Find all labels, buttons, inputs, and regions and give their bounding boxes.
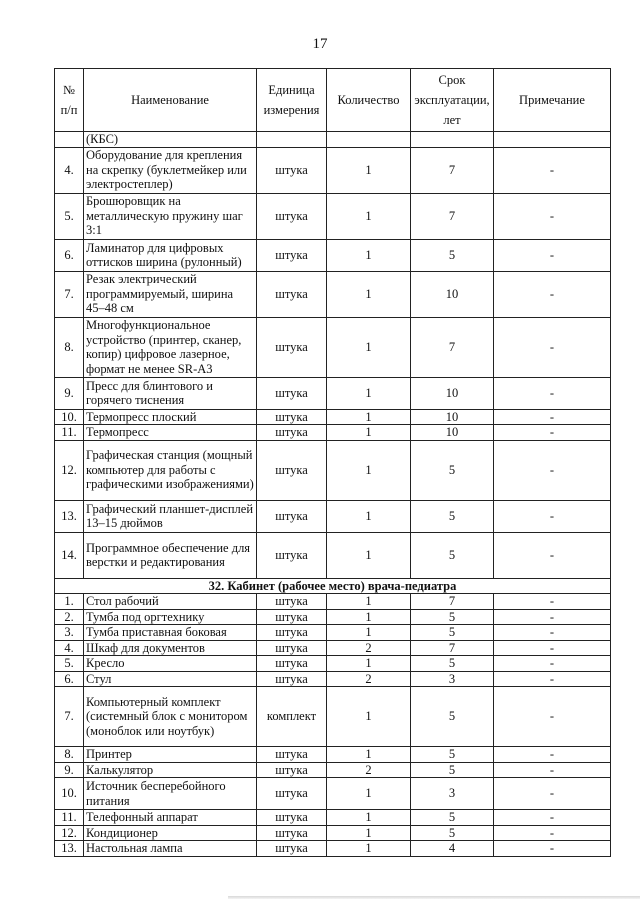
- item-name-cell: Резак электрический программируемый, ширина 45–48 см: [84, 271, 257, 317]
- unit-cell: штука: [257, 317, 327, 377]
- term-cell: 5: [411, 532, 494, 578]
- table-row: [55, 810, 611, 826]
- unit-cell: штука: [257, 841, 327, 857]
- row-number-cell: 11.: [55, 810, 84, 826]
- row-number-cell: 7.: [55, 271, 84, 317]
- table-row: [55, 239, 611, 271]
- term-cell: 10: [411, 425, 494, 441]
- unit-cell: штука: [257, 656, 327, 672]
- term-cell: 7: [411, 193, 494, 239]
- row-number-cell: [55, 132, 84, 148]
- item-name-cell: Тумба приставная боковая: [84, 625, 257, 641]
- item-name-cell: Термопресс: [84, 425, 257, 441]
- term-cell: 5: [411, 656, 494, 672]
- quantity-cell: 1: [327, 409, 411, 425]
- row-number-cell: 10.: [55, 778, 84, 810]
- table-row: [55, 747, 611, 763]
- quantity-cell: 1: [327, 594, 411, 610]
- quantity-cell: 1: [327, 271, 411, 317]
- item-name-cell: Программное обеспечение для верстки и редактирования: [84, 532, 257, 578]
- note-cell: -: [494, 425, 611, 441]
- row-number-cell: 12.: [55, 440, 84, 500]
- note-cell: -: [494, 440, 611, 500]
- page-number: 17: [312, 36, 328, 52]
- row-number-cell: 1.: [55, 594, 84, 610]
- item-name-cell: Компьютерный комплект (системный блок с монитором (моноблок или ноутбук): [84, 687, 257, 747]
- item-name-cell: Стул: [84, 671, 257, 687]
- note-cell: -: [494, 625, 611, 641]
- item-name-cell: Графический планшет-дисплей 13–15 дюймов: [84, 500, 257, 532]
- item-name-cell: Источник бесперебойного питания: [84, 778, 257, 810]
- item-name-cell: Оборудование для крепления на скрепку (буклетмейкер или электростеплер): [84, 147, 257, 193]
- unit-cell: штука: [257, 500, 327, 532]
- note-cell: -: [494, 271, 611, 317]
- section-title: 32. Кабинет (рабочее место) врача-педиатра: [55, 578, 611, 594]
- note-cell: -: [494, 609, 611, 625]
- quantity-cell: 1: [327, 147, 411, 193]
- term-cell: 5: [411, 609, 494, 625]
- table-row: [55, 377, 611, 409]
- term-cell: 3: [411, 778, 494, 810]
- row-number-cell: 11.: [55, 425, 84, 441]
- unit-cell: штука: [257, 609, 327, 625]
- note-cell: -: [494, 747, 611, 763]
- unit-cell: штука: [257, 239, 327, 271]
- table-row: [55, 271, 611, 317]
- quantity-cell: 1: [327, 609, 411, 625]
- table-row: [55, 193, 611, 239]
- quantity-cell: 1: [327, 625, 411, 641]
- term-cell: 5: [411, 762, 494, 778]
- row-number-cell: 14.: [55, 532, 84, 578]
- term-cell: 7: [411, 147, 494, 193]
- equipment-table: [54, 68, 611, 857]
- term-cell: 10: [411, 409, 494, 425]
- note-cell: -: [494, 671, 611, 687]
- item-name-cell: Пресс для блинтового и горячего тиснения: [84, 377, 257, 409]
- unit-cell: штука: [257, 377, 327, 409]
- table-row: [55, 841, 611, 857]
- unit-cell: штука: [257, 825, 327, 841]
- note-cell: -: [494, 762, 611, 778]
- quantity-cell: 1: [327, 810, 411, 826]
- table-row: [55, 594, 611, 610]
- unit-cell: [257, 132, 327, 148]
- note-cell: -: [494, 640, 611, 656]
- table-row: [55, 147, 611, 193]
- header-term: Срок эксплуатации, лет: [411, 69, 494, 132]
- table-row: [55, 625, 611, 641]
- row-number-cell: 5.: [55, 656, 84, 672]
- table-row: [55, 762, 611, 778]
- note-cell: -: [494, 377, 611, 409]
- note-cell: -: [494, 409, 611, 425]
- quantity-cell: 1: [327, 687, 411, 747]
- row-number-cell: 7.: [55, 687, 84, 747]
- note-cell: -: [494, 147, 611, 193]
- quantity-cell: 2: [327, 671, 411, 687]
- row-number-cell: 13.: [55, 500, 84, 532]
- item-name-cell: Стол рабочий: [84, 594, 257, 610]
- table-row: [55, 409, 611, 425]
- table-row: [55, 671, 611, 687]
- unit-cell: штука: [257, 810, 327, 826]
- item-name-cell: Настольная лампа: [84, 841, 257, 857]
- item-name-cell: (КБС): [84, 132, 257, 148]
- item-name-cell: Многофункциональное устройство (принтер, сканер, копир) цифровое лазерное, формат не менее SR-A3: [84, 317, 257, 377]
- quantity-cell: 1: [327, 239, 411, 271]
- note-cell: -: [494, 239, 611, 271]
- row-number-cell: 9.: [55, 762, 84, 778]
- note-cell: -: [494, 841, 611, 857]
- unit-cell: штука: [257, 193, 327, 239]
- item-name-cell: Кресло: [84, 656, 257, 672]
- quantity-cell: 1: [327, 778, 411, 810]
- quantity-cell: 1: [327, 532, 411, 578]
- unit-cell: штука: [257, 747, 327, 763]
- row-number-cell: 4.: [55, 640, 84, 656]
- table-row: [55, 609, 611, 625]
- note-cell: [494, 132, 611, 148]
- item-name-cell: Брошюровщик на металлическую пружину шаг 3:1: [84, 193, 257, 239]
- quantity-cell: 1: [327, 193, 411, 239]
- row-number-cell: 10.: [55, 409, 84, 425]
- term-cell: 5: [411, 687, 494, 747]
- term-cell: 10: [411, 377, 494, 409]
- header-unit: Единица измерения: [257, 69, 327, 132]
- table-row: [55, 825, 611, 841]
- item-name-cell: Принтер: [84, 747, 257, 763]
- note-cell: -: [494, 687, 611, 747]
- quantity-cell: 1: [327, 377, 411, 409]
- table-row: [55, 317, 611, 377]
- quantity-cell: 1: [327, 317, 411, 377]
- term-cell: 5: [411, 440, 494, 500]
- table-row: [55, 640, 611, 656]
- quantity-cell: 2: [327, 640, 411, 656]
- term-cell: 7: [411, 317, 494, 377]
- unit-cell: штука: [257, 778, 327, 810]
- item-name-cell: Тумба под оргтехнику: [84, 609, 257, 625]
- unit-cell: штука: [257, 671, 327, 687]
- unit-cell: штука: [257, 532, 327, 578]
- quantity-cell: 2: [327, 762, 411, 778]
- unit-cell: штука: [257, 640, 327, 656]
- term-cell: 3: [411, 671, 494, 687]
- table-row: [55, 778, 611, 810]
- row-number-cell: 9.: [55, 377, 84, 409]
- quantity-cell: 1: [327, 825, 411, 841]
- item-name-cell: Графическая станция (мощный компьютер для работы с графическими изображениями): [84, 440, 257, 500]
- table-header-row: [55, 69, 611, 132]
- table-row: [55, 500, 611, 532]
- scan-edge-decoration: [228, 896, 640, 899]
- note-cell: -: [494, 193, 611, 239]
- term-cell: 5: [411, 825, 494, 841]
- row-number-cell: 4.: [55, 147, 84, 193]
- row-number-cell: 6.: [55, 671, 84, 687]
- note-cell: -: [494, 825, 611, 841]
- table-row: [55, 425, 611, 441]
- row-number-cell: 12.: [55, 825, 84, 841]
- term-cell: 5: [411, 239, 494, 271]
- unit-cell: штука: [257, 409, 327, 425]
- term-cell: 5: [411, 810, 494, 826]
- quantity-cell: 1: [327, 841, 411, 857]
- unit-cell: штука: [257, 271, 327, 317]
- unit-cell: штука: [257, 625, 327, 641]
- row-number-cell: 8.: [55, 317, 84, 377]
- unit-cell: комплект: [257, 687, 327, 747]
- item-name-cell: Калькулятор: [84, 762, 257, 778]
- table-row: [55, 440, 611, 500]
- unit-cell: штука: [257, 425, 327, 441]
- quantity-cell: 1: [327, 425, 411, 441]
- unit-cell: штука: [257, 594, 327, 610]
- item-name-cell: Термопресс плоский: [84, 409, 257, 425]
- item-name-cell: Ламинатор для цифровых оттисков ширина (рулонный): [84, 239, 257, 271]
- row-number-cell: 8.: [55, 747, 84, 763]
- term-cell: 4: [411, 841, 494, 857]
- term-cell: 5: [411, 625, 494, 641]
- header-number: № п/п: [55, 69, 84, 132]
- term-cell: 5: [411, 500, 494, 532]
- header-name: Наименование: [84, 69, 257, 132]
- table-row: [55, 687, 611, 747]
- item-name-cell: Телефонный аппарат: [84, 810, 257, 826]
- note-cell: -: [494, 532, 611, 578]
- row-number-cell: 5.: [55, 193, 84, 239]
- note-cell: -: [494, 594, 611, 610]
- quantity-cell: 1: [327, 440, 411, 500]
- quantity-cell: [327, 132, 411, 148]
- term-cell: [411, 132, 494, 148]
- header-note: Примечание: [494, 69, 611, 132]
- unit-cell: штука: [257, 147, 327, 193]
- unit-cell: штука: [257, 762, 327, 778]
- item-name-cell: Кондиционер: [84, 825, 257, 841]
- row-number-cell: 13.: [55, 841, 84, 857]
- table-row: [55, 532, 611, 578]
- note-cell: -: [494, 317, 611, 377]
- note-cell: -: [494, 500, 611, 532]
- item-name-cell: Шкаф для документов: [84, 640, 257, 656]
- term-cell: 10: [411, 271, 494, 317]
- table-row: [55, 132, 611, 148]
- note-cell: -: [494, 810, 611, 826]
- row-number-cell: 6.: [55, 239, 84, 271]
- row-number-cell: 2.: [55, 609, 84, 625]
- unit-cell: штука: [257, 440, 327, 500]
- row-number-cell: 3.: [55, 625, 84, 641]
- table-row: [55, 656, 611, 672]
- quantity-cell: 1: [327, 500, 411, 532]
- note-cell: -: [494, 778, 611, 810]
- term-cell: 7: [411, 640, 494, 656]
- note-cell: -: [494, 656, 611, 672]
- section-header-row: [55, 578, 611, 594]
- quantity-cell: 1: [327, 656, 411, 672]
- term-cell: 5: [411, 747, 494, 763]
- term-cell: 7: [411, 594, 494, 610]
- header-quantity: Количество: [327, 69, 411, 132]
- quantity-cell: 1: [327, 747, 411, 763]
